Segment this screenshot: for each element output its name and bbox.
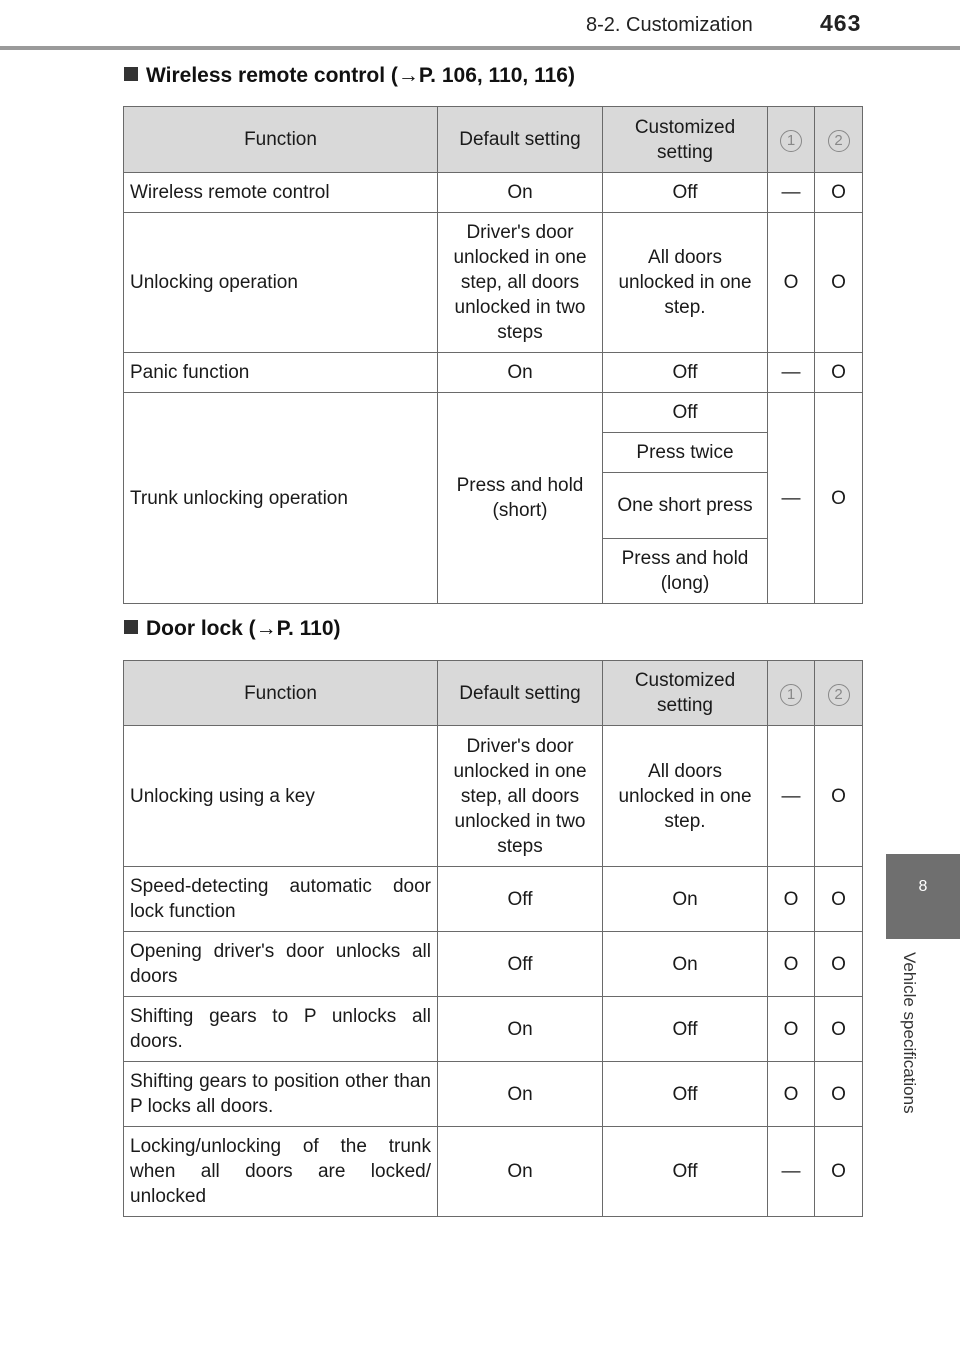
default-cell: Driver's door unlocked in one step, all doors unlocked in two steps bbox=[438, 213, 603, 353]
table-row bbox=[124, 353, 863, 393]
col1-cell: — bbox=[768, 726, 815, 867]
table-row bbox=[124, 393, 863, 433]
page-header bbox=[0, 0, 960, 48]
col1-cell: O bbox=[768, 997, 815, 1062]
default-cell: Driver's door unlocked in one step, all doors unlocked in two steps bbox=[438, 726, 603, 867]
page-number: 463 bbox=[820, 10, 862, 36]
custom-cell: Off bbox=[603, 353, 768, 393]
col2-cell: O bbox=[815, 726, 863, 867]
custom-cell: On bbox=[603, 932, 768, 997]
header-col2 bbox=[815, 661, 863, 726]
custom-cell: Off bbox=[603, 173, 768, 213]
chapter-label-text: Vehicle specifications bbox=[900, 952, 919, 1114]
default-cell: Off bbox=[438, 932, 603, 997]
col2-cell: O bbox=[815, 1127, 863, 1217]
table-row bbox=[124, 173, 863, 213]
header-function: Function bbox=[124, 107, 438, 173]
col2-cell: O bbox=[815, 932, 863, 997]
col1-cell: O bbox=[768, 867, 815, 932]
circled-2-icon: 2 bbox=[828, 130, 850, 152]
section-heading-text: Wireless remote control (→P. 106, 110, 116) bbox=[146, 64, 575, 87]
header-rule bbox=[0, 46, 960, 50]
function-cell: Shifting gears to P unlocks all doors. bbox=[124, 997, 438, 1062]
col2-cell: O bbox=[815, 353, 863, 393]
header-col2 bbox=[815, 107, 863, 173]
col2-cell: O bbox=[815, 173, 863, 213]
section-heading-door-lock bbox=[124, 617, 341, 641]
custom-cell: Off bbox=[603, 1127, 768, 1217]
function-cell: Wireless remote control bbox=[124, 173, 438, 213]
col2-cell: O bbox=[815, 867, 863, 932]
header-customized: Customized setting bbox=[603, 107, 768, 173]
custom-cell: Off bbox=[603, 997, 768, 1062]
table-row bbox=[124, 726, 863, 867]
header-col1 bbox=[768, 107, 815, 173]
custom-cell: On bbox=[603, 867, 768, 932]
function-cell: Shifting gears to position other than P locks all doors. bbox=[124, 1062, 438, 1127]
table-header-row bbox=[124, 107, 863, 173]
col1-cell: — bbox=[768, 1127, 815, 1217]
function-cell: Unlocking operation bbox=[124, 213, 438, 353]
col1-cell: O bbox=[768, 213, 815, 353]
chapter-tab bbox=[886, 854, 960, 939]
section-heading-text: Door lock (→P. 110) bbox=[146, 617, 341, 640]
col2-cell: O bbox=[815, 393, 863, 604]
door-lock-table bbox=[123, 660, 863, 1217]
square-bullet-icon bbox=[124, 67, 138, 81]
function-cell: Trunk unlocking operation bbox=[124, 393, 438, 604]
default-cell: On bbox=[438, 997, 603, 1062]
default-cell: Press and hold (short) bbox=[438, 393, 603, 604]
custom-cell: All doors unlocked in one step. bbox=[603, 213, 768, 353]
default-cell: On bbox=[438, 1062, 603, 1127]
col2-cell: O bbox=[815, 213, 863, 353]
section-heading-wireless bbox=[124, 64, 575, 88]
col2-cell: O bbox=[815, 1062, 863, 1127]
circled-1-icon: 1 bbox=[780, 684, 802, 706]
header-default: Default setting bbox=[438, 661, 603, 726]
custom-option-cell: Off bbox=[603, 393, 768, 433]
function-cell: Locking/unlocking of the trunk when all doors are locked/ unlocked bbox=[124, 1127, 438, 1217]
table-row bbox=[124, 932, 863, 997]
custom-option-cell: Press twice bbox=[603, 433, 768, 473]
wireless-remote-table bbox=[123, 106, 863, 604]
table-row bbox=[124, 1127, 863, 1217]
function-cell: Opening driver's door unlocks all doors bbox=[124, 932, 438, 997]
col1-cell: O bbox=[768, 932, 815, 997]
section-title: 8-2. Customization bbox=[586, 14, 753, 36]
default-cell: On bbox=[438, 353, 603, 393]
custom-cell: All doors unlocked in one step. bbox=[603, 726, 768, 867]
col1-cell: O bbox=[768, 1062, 815, 1127]
table-row bbox=[124, 1062, 863, 1127]
table-row bbox=[124, 997, 863, 1062]
chapter-label bbox=[893, 952, 919, 1148]
function-cell: Unlocking using a key bbox=[124, 726, 438, 867]
col1-cell: — bbox=[768, 173, 815, 213]
header-col1 bbox=[768, 661, 815, 726]
table-row bbox=[124, 867, 863, 932]
function-cell: Speed-detecting automatic door lock function bbox=[124, 867, 438, 932]
custom-option-cell: Press and hold (long) bbox=[603, 539, 768, 604]
default-cell: Off bbox=[438, 867, 603, 932]
col1-cell: — bbox=[768, 393, 815, 604]
function-cell: Panic function bbox=[124, 353, 438, 393]
circled-2-icon: 2 bbox=[828, 684, 850, 706]
header-function: Function bbox=[124, 661, 438, 726]
custom-cell: Off bbox=[603, 1062, 768, 1127]
custom-option-cell: One short press bbox=[603, 473, 768, 539]
default-cell: On bbox=[438, 173, 603, 213]
table-header-row bbox=[124, 661, 863, 726]
header-customized: Customized setting bbox=[603, 661, 768, 726]
square-bullet-icon bbox=[124, 620, 138, 634]
col2-cell: O bbox=[815, 997, 863, 1062]
col1-cell: — bbox=[768, 353, 815, 393]
chapter-number: 8 bbox=[918, 878, 928, 895]
default-cell: On bbox=[438, 1127, 603, 1217]
table-row bbox=[124, 213, 863, 353]
circled-1-icon: 1 bbox=[780, 130, 802, 152]
header-default: Default setting bbox=[438, 107, 603, 173]
